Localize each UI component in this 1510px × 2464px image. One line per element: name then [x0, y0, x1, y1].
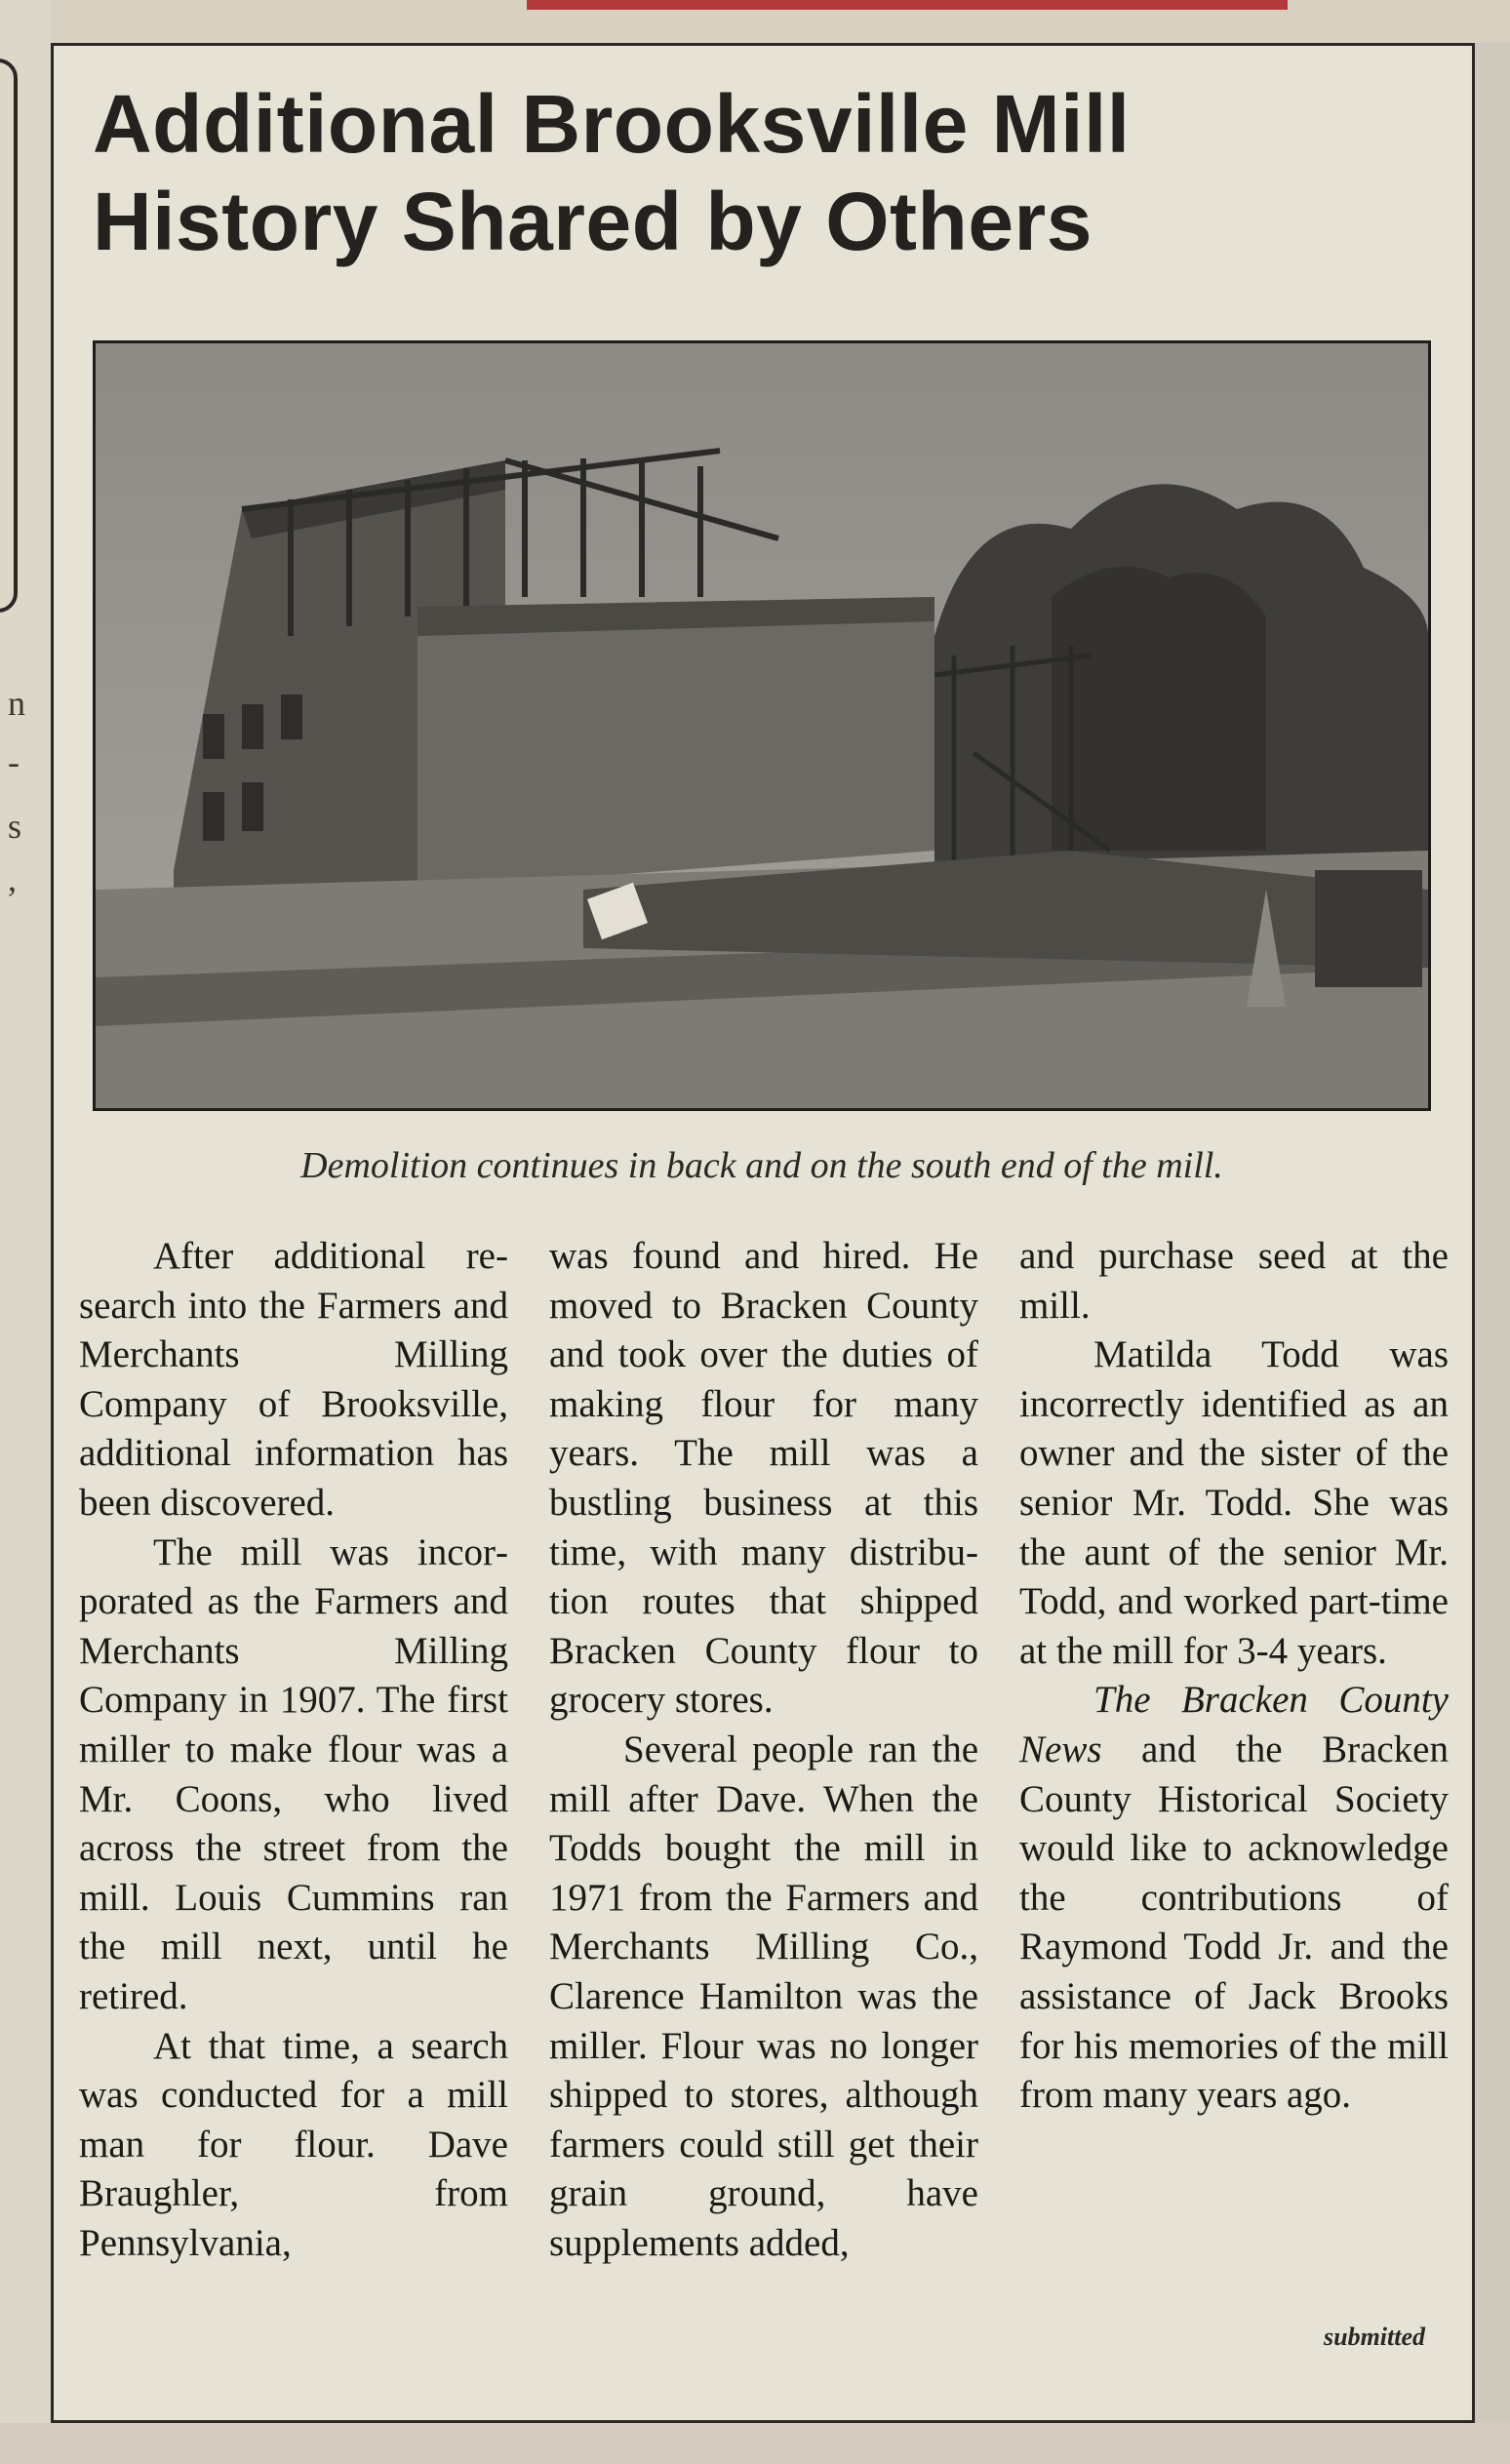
adjacent-page-left-edge	[0, 0, 51, 2464]
paragraph: After additional research into the Farmers and Merchants Milling Company of Brooksville, additional information has been discovered.	[79, 1235, 508, 1524]
photo-caption: Demolition continues in back and on the south end of the mill.	[300, 1145, 1223, 1186]
paragraph: and purchase seed at the mill.	[1019, 1235, 1449, 1327]
adjacent-red-banner	[527, 0, 1288, 10]
headline-line-1: Additional Brooksville Mill	[93, 78, 1131, 170]
article-column-2	[549, 1232, 978, 2268]
margin-fragment: ,	[8, 859, 17, 898]
photo-credit: submitted	[1323, 2323, 1425, 2351]
paragraph: Several people ran the mill after Dave. When the Todds bought the mill in 1971 from the Farmers and Merchants Milling Co., Clarence Hamilton was the miller. Flour was no longer shipped to stores, although farmers could still get their grain ground, have supplements added,	[549, 1728, 978, 2264]
adjacent-page-bottom-edge	[0, 2423, 1510, 2464]
adjacent-page-top-edge	[0, 0, 1510, 43]
mill-demolition-photo	[93, 340, 1431, 1111]
paragraph: Matilda Todd was incorrectly identified as an owner and the sister of the senior Mr. Todd. She was the aunt of the senior Mr. Todd, and worked part-time at the mill for 3-4 years.	[1019, 1333, 1449, 1672]
newspaper-clipping	[51, 43, 1475, 2423]
photo-illustration	[96, 343, 1428, 1108]
paragraph: At that time, a search was conducted for a mill man for flour. Dave Braughler, from Pennsylvania,	[79, 2024, 508, 2264]
article-headline	[93, 75, 1439, 270]
acknowledgement-paragraph	[1019, 1676, 1449, 2120]
margin-fragment: n	[8, 684, 25, 723]
paragraph: was found and hired. He moved to Bracken County and took over the duties of making flour for many years. The mill was a bustling business at this time, with many distribution routes that shipped Bracken County flour to grocery stores.	[549, 1235, 978, 1722]
acknowledgement-text: and the Bracken County Historical Society would like to acknowledge the contributions of Raymond Todd Jr. and the assistance of Jack Brooks for his memories of the mill from many years ago.	[1019, 1728, 1449, 2117]
article-body	[79, 1232, 1449, 2268]
margin-fragment: -	[8, 742, 20, 781]
paragraph: The mill was incorporated as the Farmers and Merchants Milling Company in 1907. The first miller to make flour was a Mr. Coons, who lived across the street from the mill. Louis Cummins ran the mill next, until he retired.	[79, 1530, 508, 2017]
margin-fragment: s	[8, 807, 22, 846]
article-column-1	[79, 1232, 508, 2268]
adjacent-border-bracket	[0, 59, 18, 613]
headline-line-2: History Shared by Others	[93, 176, 1093, 267]
article-column-3	[1019, 1232, 1449, 2268]
newspaper-name: The Bracken County News	[1019, 1679, 1449, 1770]
